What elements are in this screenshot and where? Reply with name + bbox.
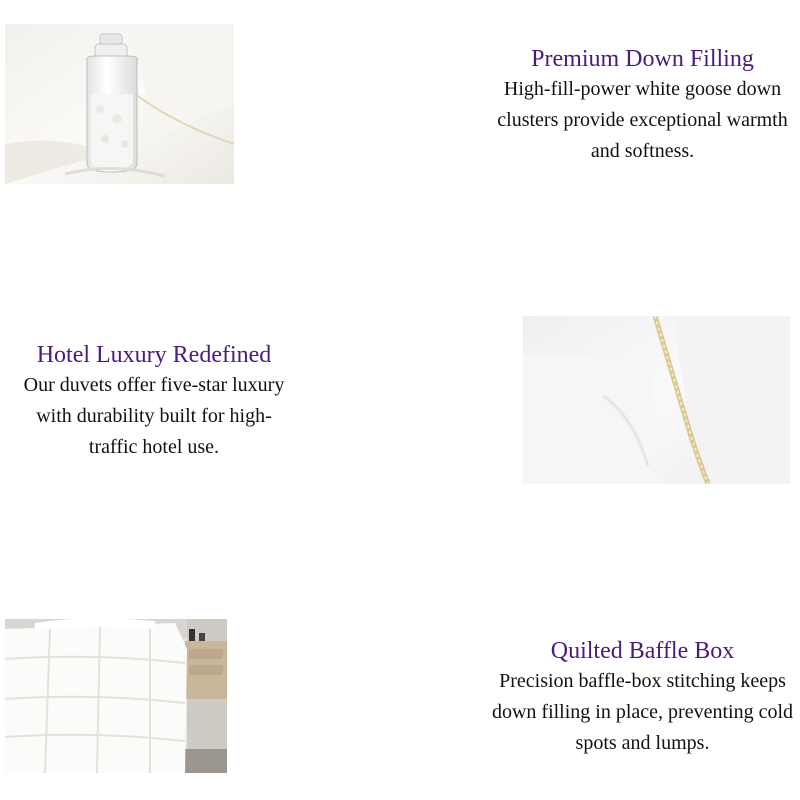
feature-description: High-fill-power white goose down clusters provide exceptional warmth and softness.: [497, 78, 788, 162]
feature-title: Hotel Luxury Redefined: [36, 342, 272, 368]
feature-description: Our duvets offer five-star luxury with durability built for high-traffic hotel use.: [23, 374, 285, 458]
feature-hotel-luxury: [14, 340, 294, 463]
feature-description: Precision baffle-box stitching keeps down filling in place, preventing cold spots and lumps.: [491, 670, 794, 754]
feature-title: Quilted Baffle Box: [550, 638, 735, 664]
feature-title: Premium Down Filling: [531, 46, 754, 72]
feature-premium-down: [490, 44, 795, 167]
gold-piping-photo: [523, 316, 790, 484]
down-jar-photo: [5, 24, 234, 184]
quilted-duvet-photo: [5, 619, 227, 773]
feature-quilted-baffle: [490, 636, 795, 759]
